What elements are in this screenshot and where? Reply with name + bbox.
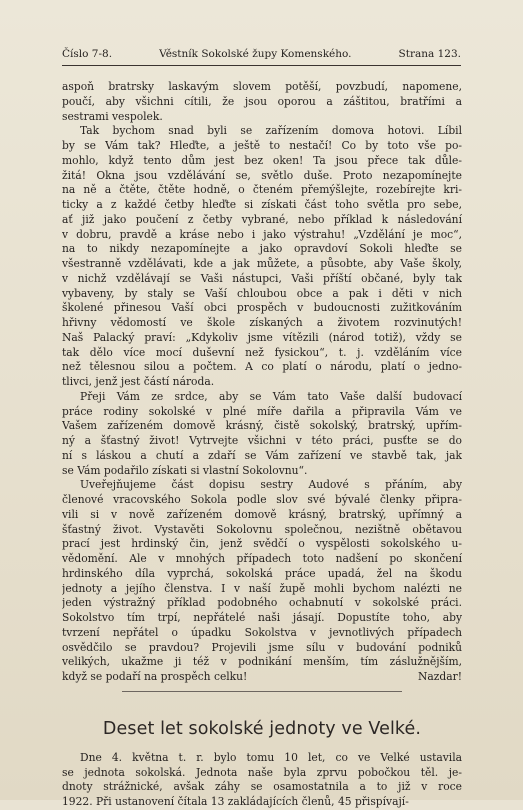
text-line: prací jest hrdinský čin, jenž svědčí o vyspělosti sokolského u- [62,537,462,551]
text-line: Vašem zařízeném domově krásný, čistě sokolský, bratrský, upřím- [62,419,462,433]
text-line: hřivny vědomostí ve škole získaných a životem rozvinutých! [62,316,462,329]
text-line: se jednota sokolská. Jednota naše byla zprvu pobočkou těl. je- [62,765,462,779]
header-rule [62,65,461,66]
article-separator [62,685,462,699]
text-line: než tělesnou silou a počtem. A co platí o národu, platí o jedno- [62,360,462,374]
article-heading: Deset let sokolské jednoty ve Velké. [102,718,422,739]
text-line: ný a šťastný život! Vytrvejte všichni v této práci, pusťte se do [62,434,462,447]
text-line: jeden výstražný příklad podobného ochabnutí v sokolské práci. [62,596,462,610]
page-body [62,80,462,810]
text-line: ní s láskou a chutí a zdaří se Vám zařízení ve stavbě tak, jak [62,448,462,462]
text-line: vědomění. Ale v mnohých případech toto nadšení po skončení [62,552,462,565]
text-line: sestrami vespolek. [62,109,163,123]
text-line: mohlo, když tento dům jest bez oken! Ta jsou přece tak důle- [62,153,462,167]
text-line: žitá! Okna jsou vzdělávání se, světlo duše. Proto nezapomínejte [62,168,462,182]
paragraph [62,478,462,685]
text-line: tak dělo více mocí duševní než fysickou“, t. j. vzděláním více [62,345,462,359]
issue-number: Číslo 7-8. [62,48,113,60]
text-line: jednoty a jejího členstva. I v naší župě mohli bychom nalézti ne [62,581,462,595]
text-line: dnoty strážnické, avšak záhy se osamostatnila a to již v roce [62,780,462,794]
page-header [62,48,461,60]
article-continuation [62,80,462,685]
text-line: ticky a z každé četby hleďte si získati část toho světla pro sebe, [62,198,462,211]
text-line: všestranně vzdělávati, kde a jak můžete, a působte, aby Vaše školy, [62,257,462,270]
text-line: Dne 4. května t. r. bylo tomu 10 let, co ve Velké ustavila [80,750,462,764]
text-line: tlivci, jenž jest částí národa. [62,375,215,388]
text-line: na ně a čtěte, čtěte hodně, o čteném přemýšlejte, rozebírejte kri- [62,183,462,197]
journal-title: Věstník Sokolské župy Komenského. [159,48,352,60]
text-line: poučí, aby všichni cítili, že jsou oporou a záštitou, bratřími a [62,94,462,108]
text-line: práce rodiny sokolské v plné míře dařila a připravila Vám ve [62,404,462,418]
text-line: tvrzení nepřátel o úpadku Sokolstva v jevnotlivých případech [62,625,462,639]
text-line: osvědčilo se pravdou? Projevili jsme sílu v budování podniků [62,640,462,654]
text-line: by se Vám tak? Hleďte, a ještě to nestačí! Co by toto vše po- [62,139,462,152]
text-line: Uveřejňujeme část dopisu sestry Audové s přáním, aby [80,478,462,492]
text-line: v nichž vzdělávají se Vaši nástupci, Vaši příští občané, byly tak [62,271,462,285]
text-line: vybaveny, by staly se Vaší chloubou obce a pak i děti v nich [62,286,462,300]
text-line: ať již jako poučení z četby vybrané, nebo příklad k následování [62,212,462,226]
text-line: 1922. Při ustanovení čítala 13 zakládajících členů, 45 přispívají- [62,795,409,808]
text-line: na to nikdy nezapomínejte a jako opravdoví Sokoli hleďte se [62,242,462,256]
paragraph [62,80,462,124]
paragraph [62,124,462,390]
text-line: vili si v nově zařízeném domově krásný, bratrský, upřímný a [62,507,462,521]
text-line: aspoň bratrsky laskavým slovem potěší, povzbudí, napomene, [62,80,462,93]
text-line: Přeji Vám ze srdce, aby se Vám tato Vaše další budovací [80,389,462,403]
text-line: Tak bychom snad byli se zařízením domova hotovi. Líbil [80,124,462,138]
text-line: členové vracovského Sokola podle slov své bývalé členky připra- [62,493,462,506]
page-number: Strana 123. [398,48,461,60]
paragraph [62,390,462,479]
text-line: hrdinského díla vyprchá, sokolská práce upadá, žel na škodu [62,566,462,580]
article-deset-let [62,751,462,810]
text-line: když se podaří na prospěch celku! Nazdar! [62,670,462,683]
text-line: Sokolstvo tím trpí, nepřátelé naši jásají. Dopustíte toho, aby [62,611,462,624]
text-line: šťastný život. Vystavěti Sokolovnu společnou, nezištně obětavou [62,522,462,536]
text-line: Naš Palacký praví: „Kdykoliv jsme vítězili (národ totiž), vždy se [62,330,462,344]
text-line: velikých, ukažme ji též v podnikání menším, tím záslužnějším, [62,655,462,669]
paragraph [62,751,462,810]
text-line: v dobru, pravdě a kráse nebo i jako výstrahu! „Vzdělání je moc“, [62,227,462,241]
text-line: školené přinesou Vaší obci prospěch v budoucnosti zužitkováním [62,301,462,315]
text-line: se Vám podařilo získati si vlastní Sokolovnu“. [62,463,308,477]
